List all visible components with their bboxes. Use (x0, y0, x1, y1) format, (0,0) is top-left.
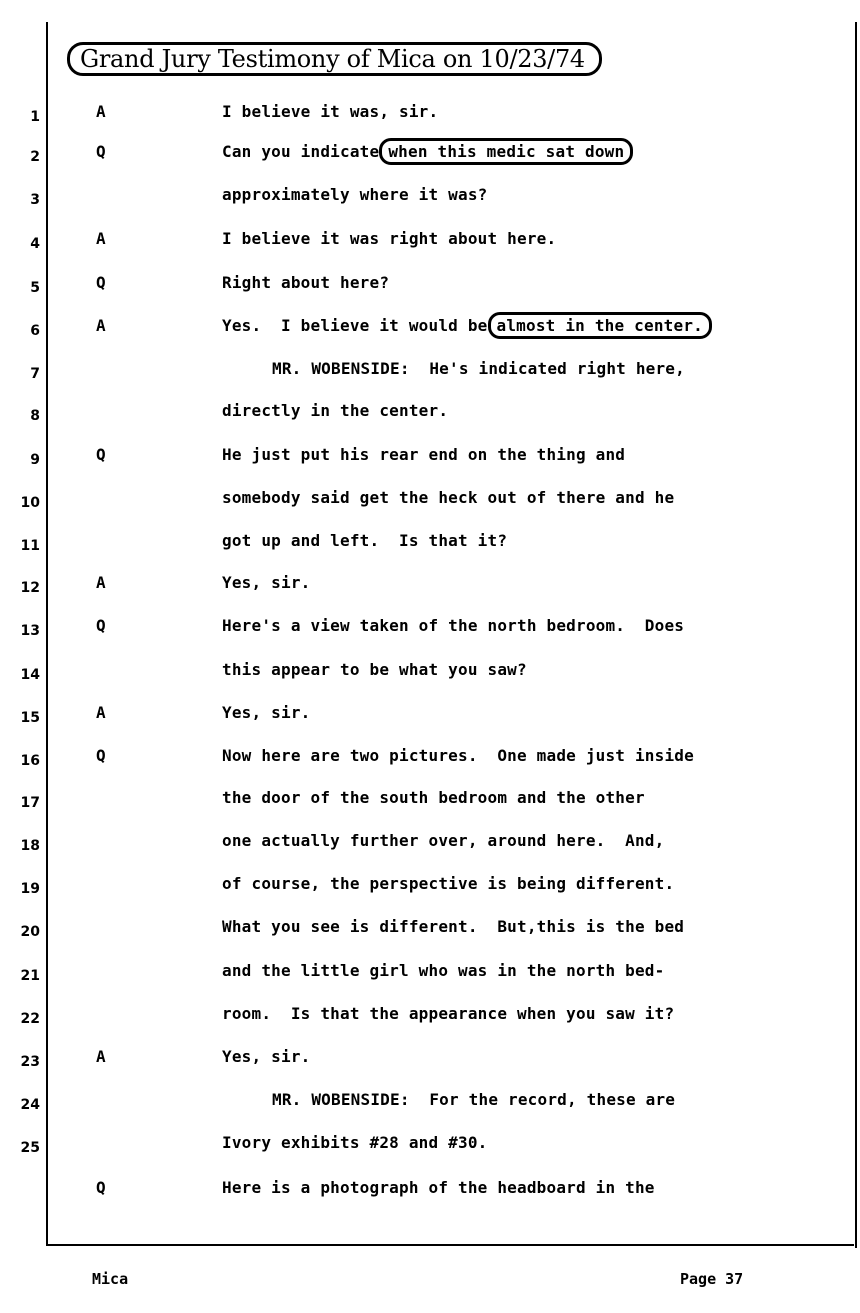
transcript-line: of course, the perspective is being different. (222, 874, 675, 893)
document-title: Grand Jury Testimony of Mica on 10/23/74 (67, 42, 602, 76)
line-number: 10 (20, 495, 40, 511)
line-number: 21 (20, 968, 40, 984)
transcript-line: one actually further over, around here. And, (222, 831, 665, 850)
line-number: 22 (20, 1011, 40, 1027)
line-number: 12 (20, 580, 40, 596)
line-number: 7 (30, 366, 40, 382)
line-number: 18 (20, 838, 40, 854)
speaker-label: Q (96, 746, 106, 765)
line-number: 20 (20, 924, 40, 940)
line-number: 14 (20, 667, 40, 683)
line-number: 3 (30, 192, 40, 208)
speaker-label: A (96, 703, 106, 722)
line-number: 19 (20, 881, 40, 897)
speaker-label: A (96, 1047, 106, 1066)
line-number: 5 (30, 280, 40, 296)
line-number: 11 (20, 538, 40, 554)
transcript-line: Ivory exhibits #28 and #30. (222, 1133, 488, 1152)
transcript-line: Can you indicate when this medic sat down (222, 140, 633, 164)
transcript-line: Here's a view taken of the north bedroom. Does (222, 616, 685, 635)
transcript-line: got up and left. Is that it? (222, 531, 508, 550)
line-number: 23 (20, 1054, 40, 1070)
transcript-line: Yes, sir. (222, 1047, 311, 1066)
transcript-line: directly in the center. (222, 401, 449, 420)
circled-annotation: when this medic sat down (379, 138, 633, 165)
line-number: 8 (30, 408, 40, 424)
speaker-label: Q (96, 142, 106, 161)
transcript-line: I believe it was, sir. (222, 102, 439, 121)
line-number: 17 (20, 795, 40, 811)
line-number: 15 (20, 710, 40, 726)
transcript-line: this appear to be what you saw? (222, 660, 527, 679)
line-number: 24 (20, 1097, 40, 1113)
speaker-label: Q (96, 1178, 106, 1197)
transcript-line: the door of the south bedroom and the other (222, 788, 645, 807)
line-number: 9 (30, 452, 40, 468)
line-number: 13 (20, 623, 40, 639)
line-number: 16 (20, 753, 40, 769)
transcript-line: What you see is different. But,this is the bed (222, 917, 685, 936)
transcript-line: Right about here? (222, 273, 390, 292)
speaker-label: A (96, 316, 106, 335)
line-number: 25 (20, 1140, 40, 1156)
transcript-line: Now here are two pictures. One made just inside (222, 746, 694, 765)
transcript-line: somebody said get the heck out of there and he (222, 488, 675, 507)
line-number: 2 (30, 149, 40, 165)
transcript-line: and the little girl who was in the north bed- (222, 961, 665, 980)
transcript-line: MR. WOBENSIDE: He's indicated right here, (272, 359, 685, 378)
right-margin-rule (855, 22, 857, 1248)
speaker-label: Q (96, 445, 106, 464)
transcript-line: I believe it was right about here. (222, 229, 557, 248)
footer-page-number: Page 37 (680, 1270, 744, 1288)
line-number: 6 (30, 323, 40, 339)
speaker-label: Q (96, 616, 106, 635)
transcript-line: Yes, sir. (222, 573, 311, 592)
line-number: 4 (30, 236, 40, 252)
transcript-line: Yes, sir. (222, 703, 311, 722)
speaker-label: A (96, 229, 106, 248)
speaker-label: A (96, 102, 106, 121)
speaker-label: Q (96, 273, 106, 292)
transcript-line: MR. WOBENSIDE: For the record, these are (272, 1090, 676, 1109)
transcript-line: Yes. I believe it would be almost in the center. (222, 314, 712, 338)
footer-witness-name: Mica (92, 1270, 129, 1288)
transcript-line: approximately where it was? (222, 185, 488, 204)
line-number: 1 (30, 109, 40, 125)
transcript-line: room. Is that the appearance when you saw it? (222, 1004, 675, 1023)
speaker-label: A (96, 573, 106, 592)
transcript-line: He just put his rear end on the thing and (222, 445, 626, 464)
transcript-line: Here is a photograph of the headboard in the (222, 1178, 655, 1197)
circled-annotation: almost in the center. (488, 312, 713, 339)
